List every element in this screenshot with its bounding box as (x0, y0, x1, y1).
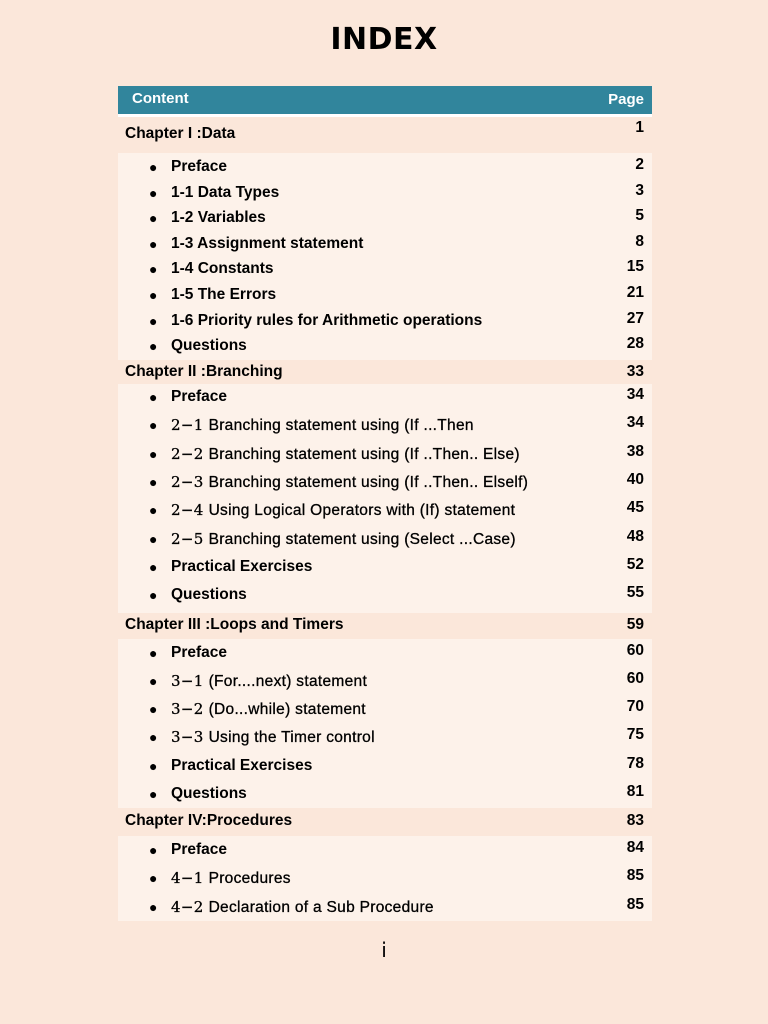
chapter-items (118, 836, 652, 921)
bullet-icon: ● (149, 417, 158, 434)
page-title: INDEX (330, 22, 438, 57)
item-text: Branching statement using (If ..Then.. Elself) (208, 473, 529, 491)
item-number: 4−2 (171, 897, 204, 916)
item-text: (For....next) statement (208, 673, 368, 691)
list-item (118, 283, 652, 309)
list-item (118, 695, 652, 723)
item-page: 34 (626, 414, 644, 432)
item-label (171, 501, 515, 520)
item-label (171, 158, 227, 176)
item-label (171, 530, 516, 549)
bullet-icon: ● (149, 445, 158, 462)
item-text: Branching statement using (Select ...Case) (208, 530, 516, 548)
item-page: 60 (626, 641, 644, 659)
item-text: Preface (171, 387, 228, 405)
bullet-icon: ● (149, 587, 158, 604)
item-label (171, 869, 291, 888)
index-table (118, 86, 652, 921)
item-label (171, 728, 375, 747)
item-text: 1-5 The Errors (171, 285, 277, 303)
item-label (171, 260, 274, 278)
item-text: 1-3 Assignment statement (171, 234, 364, 252)
bullet-icon: ● (149, 870, 158, 887)
item-page: 21 (626, 283, 644, 301)
item-page: 34 (626, 385, 644, 403)
item-label (171, 388, 227, 406)
item-text: Procedures (208, 870, 291, 888)
list-item (118, 206, 652, 232)
item-label (171, 841, 227, 859)
list-item (118, 582, 652, 610)
item-number: 3−2 (171, 700, 204, 719)
bullet-icon: ● (149, 785, 158, 802)
list-item (118, 780, 652, 808)
chapter-items (118, 153, 652, 360)
list-item (118, 181, 652, 207)
item-label (171, 700, 366, 719)
item-text: Preface (171, 158, 228, 175)
item-label (171, 785, 247, 803)
list-item (118, 384, 652, 412)
bullet-icon: ● (149, 842, 158, 858)
list-item (118, 639, 652, 667)
bullet-icon: ● (149, 644, 158, 661)
item-page: 5 (635, 207, 644, 225)
item-page: 70 (626, 698, 644, 716)
table-header (118, 86, 652, 117)
item-text: 1-1 Data Types (171, 183, 280, 201)
list-item (118, 309, 652, 335)
item-label (171, 644, 227, 662)
list-item (118, 334, 652, 360)
item-label (171, 672, 367, 691)
item-number: 4−1 (171, 869, 204, 888)
item-page: 60 (626, 670, 644, 688)
bullet-icon: ● (149, 159, 158, 175)
item-text: 1-4 Constants (171, 260, 274, 278)
bullet-icon: ● (149, 235, 158, 252)
item-text: Preface (171, 643, 228, 661)
item-number: 3−3 (171, 728, 204, 747)
item-number: 2−5 (171, 529, 204, 548)
item-text: Questions (171, 784, 247, 802)
item-page: 85 (626, 867, 644, 885)
bullet-icon: ● (149, 261, 158, 278)
list-item (118, 441, 652, 469)
item-label (171, 898, 434, 917)
list-item (118, 836, 652, 864)
chapter-title: Chapter II :Branching (125, 362, 283, 380)
bullet-icon: ● (149, 729, 158, 746)
bullet-icon: ● (149, 473, 158, 490)
list-item (118, 497, 652, 525)
page-number: i (381, 938, 387, 962)
list-item (118, 155, 652, 181)
list-item (118, 554, 652, 582)
item-page: 75 (626, 726, 644, 744)
item-label (171, 209, 266, 227)
item-label (171, 337, 247, 355)
list-item (118, 864, 652, 892)
item-page: 45 (626, 499, 644, 517)
item-number: 2−1 (171, 416, 204, 435)
list-item (118, 893, 652, 921)
item-text: Using the Timer control (208, 729, 375, 747)
item-page: 27 (626, 309, 644, 327)
item-page: 85 (626, 895, 644, 913)
item-text: Practical Exercises (171, 558, 313, 576)
list-item (118, 667, 652, 695)
chapter-page: 1 (635, 119, 644, 136)
item-text: Preface (171, 841, 228, 858)
item-page: 81 (626, 782, 644, 800)
item-page: 3 (635, 181, 644, 199)
item-page: 52 (626, 556, 644, 574)
bullet-icon: ● (149, 286, 158, 303)
item-text: Using Logical Operators with (If) statement (208, 502, 516, 520)
chapter-row (118, 117, 652, 153)
item-page: 2 (635, 156, 644, 173)
item-label (171, 586, 247, 604)
chapter-page: 33 (626, 362, 644, 380)
bullet-icon: ● (149, 757, 158, 774)
item-text: (Do...while) statement (208, 701, 366, 719)
item-text: Branching statement using (If ..Then.. Else) (208, 445, 520, 463)
chapter-title: Chapter IV:Procedures (125, 812, 293, 829)
bullet-icon: ● (149, 559, 158, 576)
item-page: 28 (626, 335, 644, 353)
chapter-items (118, 384, 652, 613)
chapter-row (118, 808, 652, 836)
item-number: 2−2 (171, 444, 204, 463)
item-label (171, 416, 474, 435)
page-column-header: Page (608, 91, 644, 108)
chapter-title: Chapter III :Loops and Timers (125, 615, 344, 633)
item-number: 2−3 (171, 472, 204, 491)
list-item (118, 526, 652, 554)
item-number: 3−1 (171, 672, 204, 691)
chapter-page: 83 (626, 812, 644, 829)
bullet-icon: ● (149, 184, 158, 201)
bullet-icon: ● (149, 338, 158, 355)
item-label (171, 558, 312, 576)
item-number: 2−4 (171, 501, 204, 520)
item-label (171, 473, 528, 492)
item-text: Questions (171, 337, 247, 355)
item-page: 78 (626, 754, 644, 772)
item-text: Branching statement using (If ...Then (208, 417, 474, 435)
chapter-items (118, 639, 652, 808)
item-page: 55 (626, 584, 644, 602)
bullet-icon: ● (149, 530, 158, 547)
item-page: 15 (626, 258, 644, 276)
chapter-page: 59 (626, 615, 644, 633)
bullet-icon: ● (149, 701, 158, 718)
item-text: 1-6 Priority rules for Arithmetic operations (171, 311, 483, 329)
item-text: Questions (171, 586, 247, 604)
item-text: 1-2 Variables (171, 209, 266, 227)
list-item (118, 412, 652, 440)
bullet-icon: ● (149, 502, 158, 519)
chapter-row (118, 613, 652, 639)
bullet-icon: ● (149, 388, 158, 405)
item-label (171, 286, 276, 304)
item-label (171, 445, 520, 464)
chapter-title: Chapter I :Data (125, 125, 236, 142)
bullet-icon: ● (149, 898, 158, 915)
table-body (118, 117, 652, 921)
bullet-icon: ● (149, 312, 158, 329)
item-text: Declaration of a Sub Procedure (208, 898, 434, 916)
item-label (171, 757, 312, 775)
chapter-row (118, 360, 652, 384)
item-page: 8 (635, 232, 644, 250)
item-label (171, 184, 279, 202)
item-page: 84 (626, 839, 644, 856)
item-page: 40 (626, 470, 644, 488)
list-item (118, 257, 652, 283)
item-label (171, 235, 363, 253)
item-text: Practical Exercises (171, 756, 313, 774)
list-item (118, 723, 652, 751)
bullet-icon: ● (149, 673, 158, 690)
item-label (171, 312, 482, 330)
bullet-icon: ● (149, 210, 158, 227)
item-page: 38 (626, 442, 644, 460)
list-item (118, 469, 652, 497)
content-column-header: Content (132, 90, 189, 107)
item-page: 48 (626, 527, 644, 545)
list-item (118, 232, 652, 258)
list-item (118, 752, 652, 780)
